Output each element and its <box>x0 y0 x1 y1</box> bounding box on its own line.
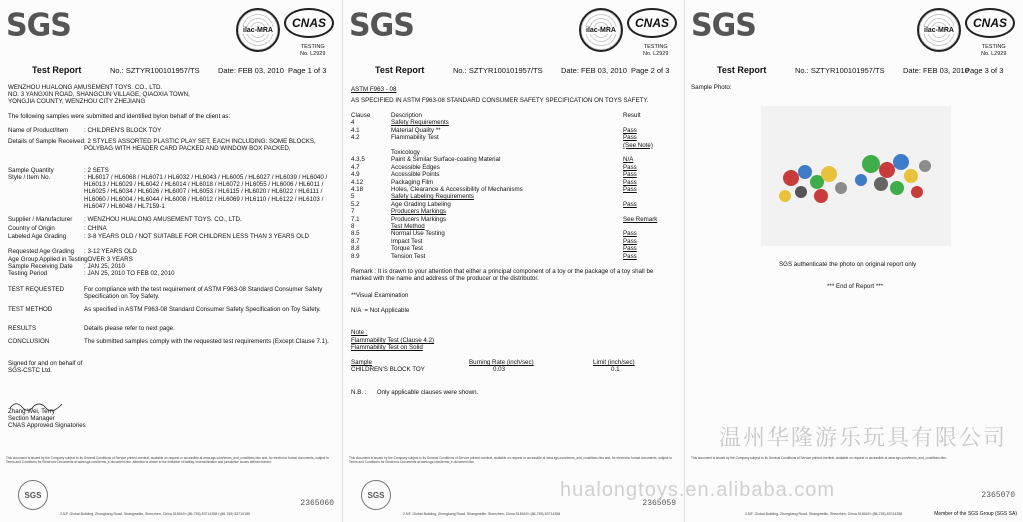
description-cell: Test Method <box>391 223 425 230</box>
sgs-logo: SGS <box>6 7 71 44</box>
sample-photo <box>761 106 951 246</box>
description-cell: Accessible Points <box>391 171 440 179</box>
description-cell: Toxicology <box>391 149 420 156</box>
result-cell: Pass <box>623 245 637 253</box>
detail-label: Supplier / Manufacturer <box>8 216 73 223</box>
col-burning-rate: Burning Rate (inch/sec) <box>469 359 534 366</box>
remark-text: Remark : It is drawn to your attention that either a principal component of a toy or the package of a toy shall be marked with the name and address of the producer or the distributor. <box>351 268 654 283</box>
cnas-logo: CNAS <box>965 8 1015 38</box>
signed-line1: Signed for and on behalf of <box>8 360 83 367</box>
result-cell: Pass <box>623 178 637 186</box>
description-cell: Tension Test <box>391 252 426 260</box>
clause-cell: 4.1 <box>351 126 360 134</box>
description-cell: Accessible Edges <box>391 163 440 171</box>
clause-cell: 4.3.5 <box>351 156 365 164</box>
result-cell: Pass <box>623 237 637 245</box>
ilac-mra-logo: ilac-MRA <box>579 8 623 52</box>
report-number: No.: SZTYR100101957/TS <box>453 66 543 75</box>
footer-address: 2.5/F, Global Building, Zhongkang Road, Shangmeilin, Shenzhen, China 518049 t (86-755) 83714358 <box>745 512 903 516</box>
description-cell: Paint & Similar Surface-coating Material <box>391 156 501 164</box>
description-cell: Material Quality ** <box>391 126 441 134</box>
spec-text: AS SPECIFIED IN ASTM F963-08 STANDARD CONSUMER SAFETY SPECIFICATION ON TOYS SAFETY. <box>351 97 649 104</box>
report-number: No.: SZTYR100101957/TS <box>110 66 200 75</box>
company-watermark: 温州华隆游乐玩具有限公司 <box>718 426 1007 451</box>
barcode-number: 2365060 <box>300 499 334 508</box>
result-cell: Pass <box>623 126 637 134</box>
note-label: Note : <box>351 329 368 336</box>
report-page-1: SGS ilac-MRA CNAS TESTING No. L2929 Test Report No.: SZTYR100101957/TS Date: FEB 03, 2010 Page 1 of 3 WENZHOU HUALONG AMUSEMENT TOYS. CO., LTD. NO. 3 YANGXIN ROAD, SHANGCUN VILLAGE, QIAOXIA TOWN, YONGJIA COUNTY, WENZHOU CITY ZHEJIANG The following samples were submitted and identified by/on behalf of the client as: Name of Product/Item : CHILDREN'S BLOCK TOY Details of Sample Received : 2 STYLES ASSORTED PLASTIC PLAY SET, EACH INCLUDING: SOME BLOCKS, POLYBAG WITH HEADER CARD PACKED AND WINDOW BOX PACKED. Sample Quantity : 2 SETS Style / Item No. : HL6017 / HL6068 / HL6071 / HL6032 / HL6043 / HL6005 / HL6027 / HL6039 / HL6040 / HL6013 / HL6029 / HL6042 / HL6014 / HL6018 / HL6072 / HL6055 / HL6006 / HL6011 / HL6025 / HL6034 / HL6026 / HL6007 / HL6053 / HL6115 / HL6020 / HL6022 / HL6111 / HL6060 / HL6004 / HL6044 / HL6008 / HL6012 / HL6069 / HL6110 / HL6122 / HL6103 / HL6047 / HL6048 / HL7159-1 Supplier / Manufacturer : WENZHOU HUALONG AMUSEMENT TOYS. CO., LTD. Country of Origin : CHINA Labeled Age Grading : 3-8 YEARS OLD / NOT SUITABLE FOR CHILDREN LESS THAN 3 YEARS OLD Requested Age Grading : 3-12 YEARS OLD Age Group Applied in Testing : OVER 3 YEARS Sample Receiving Date : JAN 25, 2010 Testing Period : JAN 25, 2010 TO FEB 02, 2010 TEST REQUESTED For compliance with the test requirement of ASTM F963-08 Standard Consumer Safety Specification on Toy Safety. TEST METHOD As specified in ASTM F963-08 Standard Consumer Safety Specification on Toy Safety. RESULTS Details please refer to next page. CONCLUSION The submitted samples comply with the requested test requirements (Except Clause 7.1). Signed for and on behalf of SGS-CSTC Ltd. Zhang Wei, Terry Section Manager CNAS Approved Signatories This document is issued by the Company subject to its General Conditions of Service printed overleaf, available on request or accessible at www.sgs.com/terms_and_conditions.htm and, for electronic format documents, subject to Terms and Conditions for Electronic Documents at www.sgs.com/terms_e-document.htm. Attention is drawn to the limitation of liability, indemnification and jurisdiction issues defined therein. SGS 2.5/F, Global Building, Zhongkang Road, Shangmeilin, Shenzhen, China 518049 t (86-755) 83714358 f (86-755) 83710185 2365060 <box>0 0 342 522</box>
note-flammability: Flammability Test (Clause 4.2) <box>351 337 435 344</box>
detail-value: : 3-8 YEARS OLD / NOT SUITABLE FOR CHILDREN LESS THAN 3 YEARS OLD <box>84 233 309 240</box>
sgs-seal: SGS <box>18 480 48 510</box>
detail-value: : 3-12 YEARS OLD <box>84 248 137 255</box>
detail-value: : 2 STYLES ASSORTED PLASTIC PLAY SET, EACH INCLUDING: SOME BLOCKS, POLYBAG WITH HEADER CARD PACKED AND WINDOW BOX PACKED. <box>84 138 316 153</box>
sample-name: CHILDREN'S BLOCK TOY <box>351 366 425 373</box>
result-cell: Pass <box>623 163 637 171</box>
clause-cell: 5.2 <box>351 200 360 208</box>
footer-disclaimer: This document is issued by the Company subject to its General Conditions of Service printed overleaf, available on request or accessible at www.sgs.com/terms_and_conditions.htm and, for electronic format documents, subject to Terms and Conditions for Electronic Documents at www.sgs.com/terms_e-document.htm. <box>349 456 672 464</box>
detail-label: Sample Receiving Date <box>8 263 73 270</box>
client-address-line2: YONGJIA COUNTY, WENZHOU CITY ZHEJIANG <box>8 98 146 105</box>
result-cell: Pass <box>623 230 637 238</box>
clause-cell: 8 <box>351 223 355 230</box>
result-cell: Pass <box>623 134 637 142</box>
sgs-logo: SGS <box>691 7 756 44</box>
photo-authenticate-note: SGS authenticate the photo on original report only <box>779 261 917 268</box>
clause-cell: 4.2 <box>351 134 360 142</box>
detail-label: Name of Product/Item <box>8 127 69 134</box>
visual-note: **Visual Examination <box>351 292 409 299</box>
result-cell: (See Note) <box>623 141 653 149</box>
testing-lab-label: TESTING No. L2929 <box>643 44 669 57</box>
detail-value: : 2 SETS <box>84 167 109 174</box>
detail-label: Details of Sample Received <box>8 138 85 145</box>
result-cell: See Remark <box>623 215 658 223</box>
intro-text: The following samples were submitted and identified by/on behalf of the client as: <box>8 113 231 120</box>
description-cell: Packaging Film <box>391 178 434 186</box>
report-page-2: SGS ilac-MRA CNAS TESTING No. L2929 Test Report No.: SZTYR100101957/TS Date: FEB 03, 2010 Page 2 of 3 ASTM F963 - 08 AS SPECIFIED IN ASTM F963-08 STANDARD CONSUMER SAFETY SPECIFICATION ON TOYS SAFETY. Clause Description Result 4 Safety Requirements 4.1 Material Quality ** Pass 4.2 Flammability Test Pass (See Note) Toxicology 4.3.5 Paint & Similar Surface-coating Material N/A 4.7 Accessible Edges Pass 4.9 Accessible Points Pass 4.12 Packaging Film Pass 4.18 Holes, Clearance & Accessibility of Mechanisms Pass 5 Safety Labeling Requirements 5.2 Age Grading Labeling Pass 7 Producers Markings 7.1 Producers Markings See Remark 8 Test Method 8.5 Normal Use Testing Pass 8.7 Impact Test Pass 8.8 Torque Test Pass 8.9 Tension Test Pass Remark : It is drawn to your attention that either a principal component of a toy or the package of a toy shall be marked with the name and address of the producer or the distributor. **Visual Examination N/A = Not Applicable Note : Flammability Test (Clause 4.2) Flammability Test on Solid Sample Burning Rate (inch/sec) Limit (inch/sec) CHILDREN'S BLOCK TOY 0.03 0.1 N.B. : Only applicable clauses were shown. This document is issued by the Company subject to its General Conditions of Service printed overleaf, available on request or accessible at www.sgs.com/terms_and_conditions.htm and, for electronic format documents, subject to Terms and Conditions for Electronic Documents at www.sgs.com/terms_e-document.htm. SGS 2.5/F, Global Building, Zhongkang Road, Shangmeilin, Shenzhen, China 518049 t (86-755) 83714358 2365059 <box>342 0 684 522</box>
result-cell: Pass <box>623 186 637 193</box>
clause-cell: 7 <box>351 208 355 216</box>
result-cell: N/A <box>623 156 634 164</box>
detail-value: : HL6017 / HL6068 / HL6071 / HL6032 / HL6043 / HL6005 / HL6027 / HL6039 / HL6040 / HL6013 / HL6029 / HL6042 / HL6014 / HL6018 / HL6072 / HL6055 / HL6006 / HL6011 / HL6025 / HL6034 / HL6026 / HL6007 / HL6053 / HL6115 / HL6020 / HL6022 / HL6111 / HL6060 / HL6004 / HL6044 / HL6008 / HL6012 / HL6069 / HL6110 / HL6122 / HL6103 / HL6047 / HL6048 / HL7159-1 <box>84 174 328 210</box>
detail-label: Sample Quantity <box>8 167 54 174</box>
description-cell: Safety Labeling Requirements <box>391 193 474 201</box>
detail-value: : JAN 25, 2010 TO FEB 02, 2010 <box>84 270 175 277</box>
description-cell: Impact Test <box>391 237 423 245</box>
clause-cell: 7.1 <box>351 215 360 223</box>
limit-value: 0.1 <box>611 366 620 373</box>
clause-cell: 4.9 <box>351 171 360 179</box>
col-sample: Sample <box>351 359 372 366</box>
barcode-number: 2365070 <box>981 491 1015 500</box>
signer-title: Section Manager <box>8 415 55 422</box>
description-cell: Age Grading Labeling <box>391 200 451 208</box>
detail-value: : CHILDREN'S BLOCK TOY <box>84 127 162 134</box>
clause-cell: 4.18 <box>351 186 364 193</box>
footer-disclaimer: This document is issued by the Company subject to its General Conditions of Service printed overleaf, available on request or accessible at www.sgs.com/terms_and_conditions.htm. <box>691 456 947 460</box>
page-number: Page 3 of 3 <box>965 66 1004 75</box>
description-cell: Flammability Test <box>391 134 439 142</box>
member-note: Member of the SGS Group (SGS SA) <box>934 510 1017 517</box>
report-title: Test Report <box>717 65 767 75</box>
clause-cell: 8.7 <box>351 237 360 245</box>
report-title: Test Report <box>375 65 425 75</box>
cnas-logo: CNAS <box>284 8 334 38</box>
sgs-seal: SGS <box>361 480 391 510</box>
signer-dept: CNAS Approved Signatories <box>8 422 86 429</box>
standard-label: ASTM F963 - 08 <box>351 86 397 93</box>
clause-cell: 8.8 <box>351 245 360 253</box>
description-cell: Producers Markings <box>391 208 447 216</box>
report-number: No.: SZTYR100101957/TS <box>795 66 885 75</box>
clause-cell: 5 <box>351 193 355 201</box>
signed-line2: SGS-CSTC Ltd. <box>8 367 53 374</box>
description-cell: Normal Use Testing <box>391 230 445 238</box>
detail-value: : OVER 3 YEARS <box>84 256 133 263</box>
detail-label: Style / Item No. <box>8 174 51 181</box>
signer-name: Zhang Wei, Terry <box>8 408 55 415</box>
detail-value: : WENZHOU HUALONG AMUSEMENT TOYS. CO., LTD. <box>84 216 242 223</box>
ilac-mra-logo: ilac-MRA <box>236 8 280 52</box>
result-cell: Pass <box>623 200 637 208</box>
sgs-logo: SGS <box>349 7 414 44</box>
detail-value: : JAN 25, 2010 <box>84 263 125 270</box>
burning-rate: 0.03 <box>493 366 506 373</box>
page-number: Page 1 of 3 <box>288 66 327 75</box>
note-flammability-solid: Flammability Test on Solid <box>351 344 423 351</box>
report-title: Test Report <box>32 65 82 75</box>
url-watermark: hualongtoys.en.alibaba.com <box>560 479 836 501</box>
detail-label: Age Group Applied in Testing <box>8 256 88 263</box>
client-name: WENZHOU HUALONG AMUSEMENT TOYS. CO., LTD. <box>8 84 163 91</box>
report-date: Date: FEB 03, 2010 <box>561 66 627 75</box>
footer-address: 2.5/F, Global Building, Zhongkang Road, Shangmeilin, Shenzhen, China 518049 t (86-755) 83714358 <box>403 512 561 516</box>
nb-note: N.B. : Only applicable clauses were shown. <box>351 389 479 396</box>
page-number: Page 2 of 3 <box>631 66 670 75</box>
description-cell: Safety Requirements <box>391 119 449 127</box>
testing-lab-label: TESTING No. L2929 <box>300 44 326 57</box>
photo-label: Sample Photo: <box>691 84 732 91</box>
description-cell: Producers Markings <box>391 215 447 223</box>
description-cell: Holes, Clearance & Accessibility of Mechanisms <box>391 186 523 193</box>
cnas-logo: CNAS <box>627 8 677 38</box>
report-date: Date: FEB 03, 2010 <box>903 66 969 75</box>
detail-label: Country of Origin <box>8 225 55 232</box>
testing-lab-label: TESTING No. L2929 <box>981 44 1007 57</box>
clause-cell: 4.12 <box>351 178 364 186</box>
detail-label: Requested Age Grading <box>8 248 75 255</box>
clause-cell: 8.5 <box>351 230 360 238</box>
detail-value: : CHINA <box>84 225 107 232</box>
report-date: Date: FEB 03, 2010 <box>218 66 284 75</box>
detail-label: Testing Period <box>8 270 48 277</box>
result-cell: Pass <box>623 171 637 179</box>
clause-cell: 8.9 <box>351 252 360 260</box>
footer-address: 2.5/F, Global Building, Zhongkang Road, Shangmeilin, Shenzhen, China 518049 t (86-755) 83714358 f (86-755) 83710185 <box>60 512 250 516</box>
ilac-mra-logo: ilac-MRA <box>917 8 961 52</box>
result-cell: Pass <box>623 252 637 260</box>
end-of-report: *** End of Report *** <box>827 283 884 290</box>
clause-cell: 4.7 <box>351 163 360 171</box>
detail-label: Labeled Age Grading <box>8 233 67 240</box>
na-note: N/A = Not Applicable <box>351 307 410 314</box>
description-cell: Torque Test <box>391 245 423 253</box>
clause-cell: 4 <box>351 119 355 127</box>
barcode-number: 2365059 <box>642 499 676 508</box>
footer-disclaimer: This document is issued by the Company subject to its General Conditions of Service printed overleaf, available on request or accessible at www.sgs.com/terms_and_conditions.htm and, for electronic format documents, subject to Terms and Conditions for Electronic Documents at www.sgs.com/terms_e-document.htm. Attention is drawn to the limitation of liability, indemnification and jurisdiction issues defined therein. <box>6 456 329 464</box>
col-limit: Limit (inch/sec) <box>593 359 635 366</box>
client-address-line1: NO. 3 YANGXIN ROAD, SHANGCUN VILLAGE, QIAOXIA TOWN, <box>8 91 190 98</box>
